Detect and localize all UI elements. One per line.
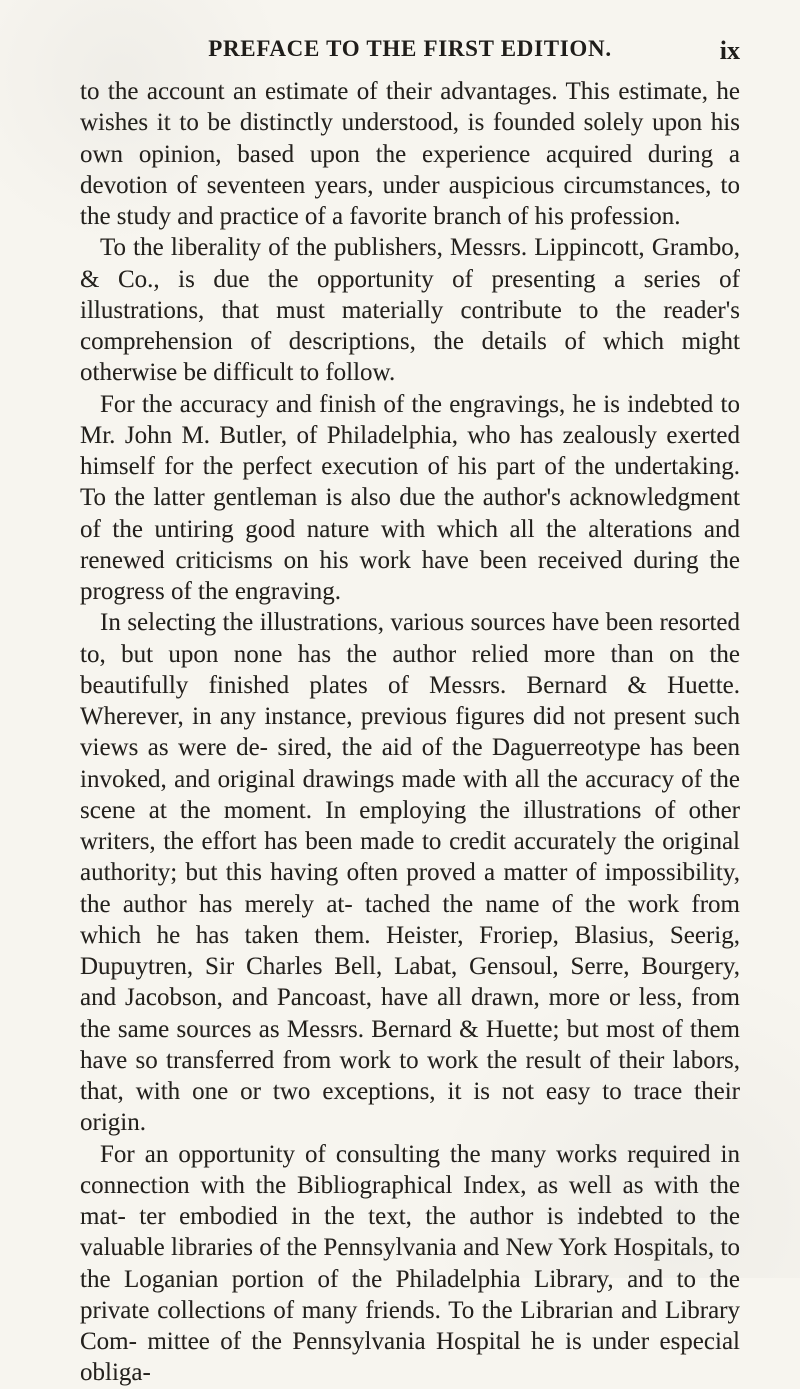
paragraph-5: For an opportunity of consulting the many works required in connection with the Bibliographical Index, as well as with the mat- ter embodied in the text, the author is indebted to the valuable libraries of the Pennsylvania and New York Hospitals, to the Loganian portion of the Philadelphia Library, and to the private collections of many friends. To the Librarian and Library Com- mittee of the Pennsylvania Hospital he is under especial obliga- <box>80 1140 740 1387</box>
page-header <box>80 36 740 64</box>
page-number: ix <box>719 36 740 65</box>
paragraph-3: For the accuracy and finish of the engravings, he is indebted to Mr. John M. Butler, of Philadelphia, who has zealously exerted himself for the perfect execution of his part of the undertaking. To the latter gentleman is also due the author's acknowledgment of the untiring good nature with which all the alterations and renewed criticisms on his work have been received during the progress of the engraving. <box>80 390 740 605</box>
paragraph-4: In selecting the illustrations, various sources have been resorted to, but upon none has the author relied more than on the beautifully finished plates of Messrs. Bernard & Huette. Wherever, in any instance, previous figures did not present such views as were de- sired, the aid of the Daguerreotype has been invoked, and original drawings made with all the accuracy of the scene at the moment. In employing the illustrations of other writers, the effort has been made to credit accurately the original authority; but this having often proved a matter of impossibility, the author has merely at- tached the name of the work from which he has taken them. Heister, Froriep, Blasius, Seerig, Dupuytren, Sir Charles Bell, Labat, Gensoul, Serre, Bourgery, and Jacobson, and Pancoast, have all drawn, more or less, from the same sources as Messrs. Bernard & Huette; but most of them have so transferred from work to work the result of their labors, that, with one or two exceptions, it is not easy to trace their origin. <box>80 609 740 1137</box>
paragraph-2: To the liberality of the publishers, Messrs. Lippincott, Grambo, & Co., is due the opportunity of presenting a series of illustrations, that must materially contribute to the reader's comprehension of descriptions, the details of which might otherwise be difficult to follow. <box>80 234 740 387</box>
body-text <box>80 76 740 1389</box>
running-head: PREFACE TO THE FIRST EDITION. <box>208 36 612 61</box>
paragraph-1: to the account an estimate of their advantages. This estimate, he wishes it to be distinctly understood, is founded solely upon his own opinion, based upon the experience acquired during a devotion of seventeen years, under auspicious circumstances, to the study and practice of a favorite branch of his profession. <box>80 78 740 230</box>
